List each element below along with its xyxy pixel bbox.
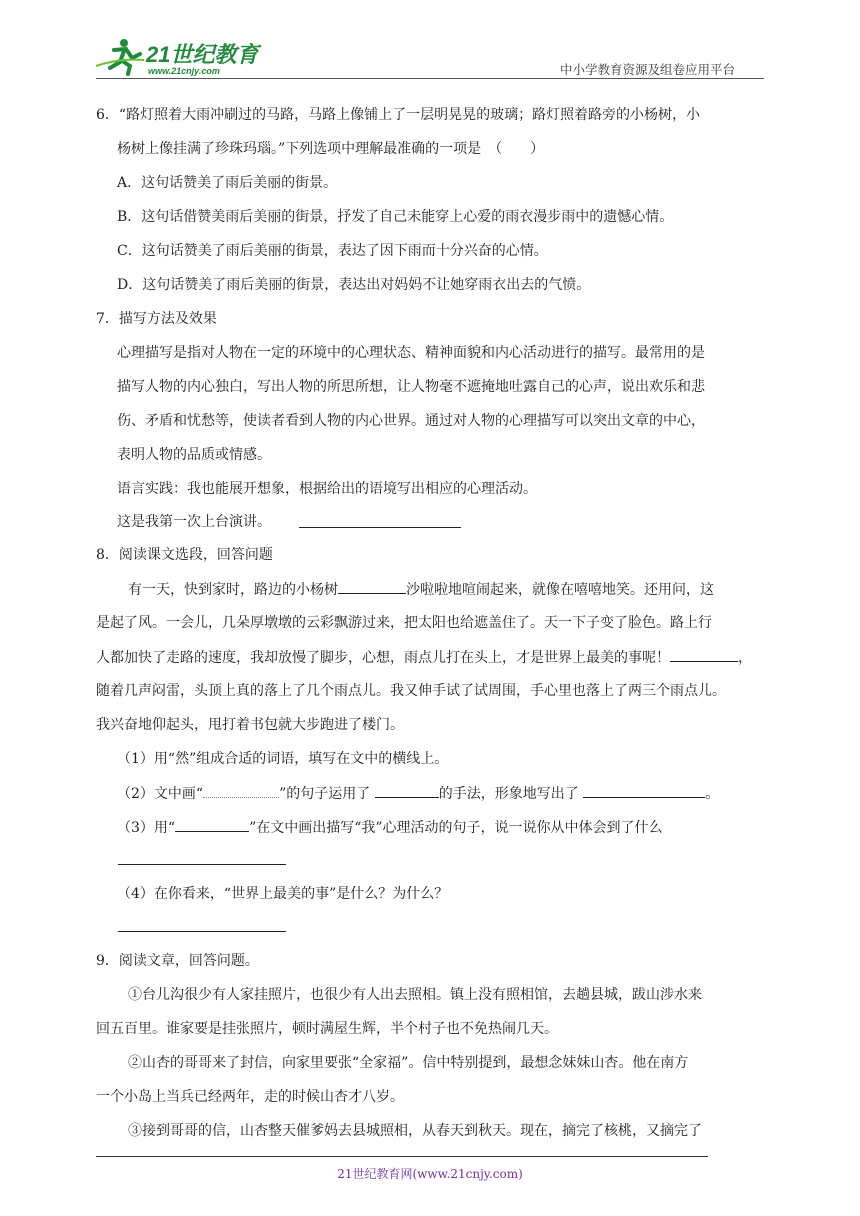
- q8-sub3-b: ”在文中画出描写“我”心理活动的句子，说一说你从中体会到了什么: [249, 820, 663, 836]
- q7-title: 7．描写方法及效果: [96, 311, 217, 327]
- q9-title: 9．阅读文章，回答问题。: [96, 953, 259, 969]
- q8-sub3-a: （3）用“: [117, 820, 176, 836]
- q9-para2-line1: ②山杏的哥哥来了封信，向家里要张“全家福”。信中特别提到，最想念妹妹山杏。他在南方: [128, 1055, 689, 1071]
- q8-sub2-blank-1[interactable]: [375, 783, 439, 798]
- q9-para3-line1: ③接到哥哥的信，山杏整天催爹妈去县城照相，从春天到秋天。现在，摘完了核桃，又摘完了: [128, 1123, 702, 1139]
- q6-option-c[interactable]: C．这句话赞美了雨后美丽的街景，表达了因下雨而十分兴奋的心情。: [117, 243, 548, 259]
- footer-divider: [96, 1156, 708, 1157]
- q8-para-line3-b: ，: [738, 650, 752, 666]
- q6-option-a[interactable]: A．这句话赞美了雨后美丽的街景。: [117, 175, 338, 191]
- footer-text: 21世纪教育网(www.21cnjy.com): [337, 1167, 523, 1181]
- q8-sub2-c: 的手法，形象地写出了: [438, 786, 579, 802]
- running-man-logo-icon: [94, 36, 264, 76]
- q6-option-b[interactable]: B．这句话借赞美雨后美丽的街景，抒发了自己未能穿上心爱的雨衣漫步雨中的遗憾心情。: [117, 209, 674, 225]
- q9-para1-line2: 回五百里。谁家要是挂张照片，顿时满屋生辉，半个村子也不免热闹几天。: [96, 1021, 558, 1037]
- q8-para-line5: 我兴奋地仰起头，甩打着书包就大步跑进了楼门。: [96, 717, 404, 733]
- q8-sub2-dotted-mark: [203, 783, 279, 798]
- q8-sub4-answer-blank[interactable]: [118, 931, 286, 932]
- q8-sub3-answer-blank[interactable]: [118, 864, 286, 865]
- q7-desc-line2: 描写人物的内心独白，写出人物的所思所想，让人物毫不遮掩地吐露自己的心声，说出欢乐和悲: [117, 379, 705, 395]
- q7-answer-blank[interactable]: [299, 527, 461, 528]
- q8-sub2-b: ”的句子运用了: [279, 786, 371, 802]
- q8-para-line4: 随着几声闷雷，头顶上真的落上了几个雨点儿。我又伸手试了试周围，手心里也落上了两三个雨点儿。: [96, 683, 726, 699]
- q8-para-line3: [96, 647, 752, 668]
- q6-option-d[interactable]: D．这句话赞美了雨后美丽的街景，表达出对妈妈不让她穿雨衣出去的气愤。: [117, 277, 591, 293]
- logo-url: www.21cnjy.com: [148, 66, 220, 76]
- q8-blank-1[interactable]: [338, 579, 406, 594]
- q6-line1: 6．“路灯照着大雨冲刷过的马路，马路上像铺上了一层明晃晃的玻璃；路灯照着路旁的小杨树，小: [96, 107, 701, 123]
- q8-para-line1-a: 有一天，快到家时，路边的小杨树: [128, 582, 338, 598]
- q7-desc-line3: 伤、矛盾和忧愁等，使读者看到人物的内心世界。通过对人物的心理描写可以突出文章的中心，: [117, 413, 705, 429]
- q8-sub4: （4）在你看来，“世界上最美的事”是什么？为什么？: [117, 886, 449, 902]
- q8-sub3-underline-mark: [175, 817, 249, 832]
- platform-name: 中小学教育资源及组卷应用平台: [560, 62, 736, 77]
- q8-title: 8．阅读课文选段，回答问题: [96, 547, 273, 563]
- q9-para2-line2: 一个小岛上当兵已经两年，走的时候山杏才八岁。: [96, 1089, 404, 1105]
- q8-sub2-a: （2）文中画“: [117, 786, 204, 802]
- q7-desc-line1: 心理描写是指对人物在一定的环境中的心理状态、精神面貌和内心活动进行的描写。最常用的是: [117, 345, 705, 361]
- logo-text: 21世纪教育: [146, 42, 259, 67]
- q8-blank-2[interactable]: [670, 647, 738, 662]
- q8-sub2-blank-2[interactable]: [583, 783, 705, 798]
- q8-para-line1-b: 沙啦啦地喧闹起来，就像在嘻嘻地笑。还用问，这: [406, 582, 714, 598]
- q7-practice: 语言实践：我也能展开想象，根据给出的语境写出相应的心理活动。: [117, 481, 537, 497]
- header-divider: [96, 78, 764, 79]
- q7-prompt: 这是我第一次上台演讲。: [117, 514, 271, 530]
- q8-sub1: （1）用“然”组成合适的词语，填写在文中的横线上。: [117, 751, 449, 767]
- page-header: [0, 0, 860, 84]
- q8-para-line2: 是起了风。一会儿，几朵厚墩墩的云彩飘游过来，把太阳也给遮盖住了。天一下子变了脸色。路上行: [96, 615, 712, 631]
- q9-para1-line1: ①台儿沟很少有人家挂照片，也很少有人出去照相。镇上没有照相馆，去趟县城，跋山涉水来: [128, 987, 702, 1003]
- logo: [94, 36, 264, 76]
- q8-sub3: [117, 817, 663, 838]
- q8-para-line3-a: 人都加快了走路的速度，我却放慢了脚步，心想，雨点儿打在头上，才是世界上最美的事呢！: [96, 650, 670, 666]
- q8-para-line1: [128, 579, 714, 600]
- q6-line2: 杨树上像挂满了珍珠玛瑙。”下列选项中理解最准确的一项是 （ ）: [117, 141, 545, 157]
- q8-sub2: [117, 783, 719, 804]
- q8-sub2-d: 。: [705, 786, 720, 802]
- q7-desc-line4: 表明人物的品质或情感。: [117, 447, 271, 463]
